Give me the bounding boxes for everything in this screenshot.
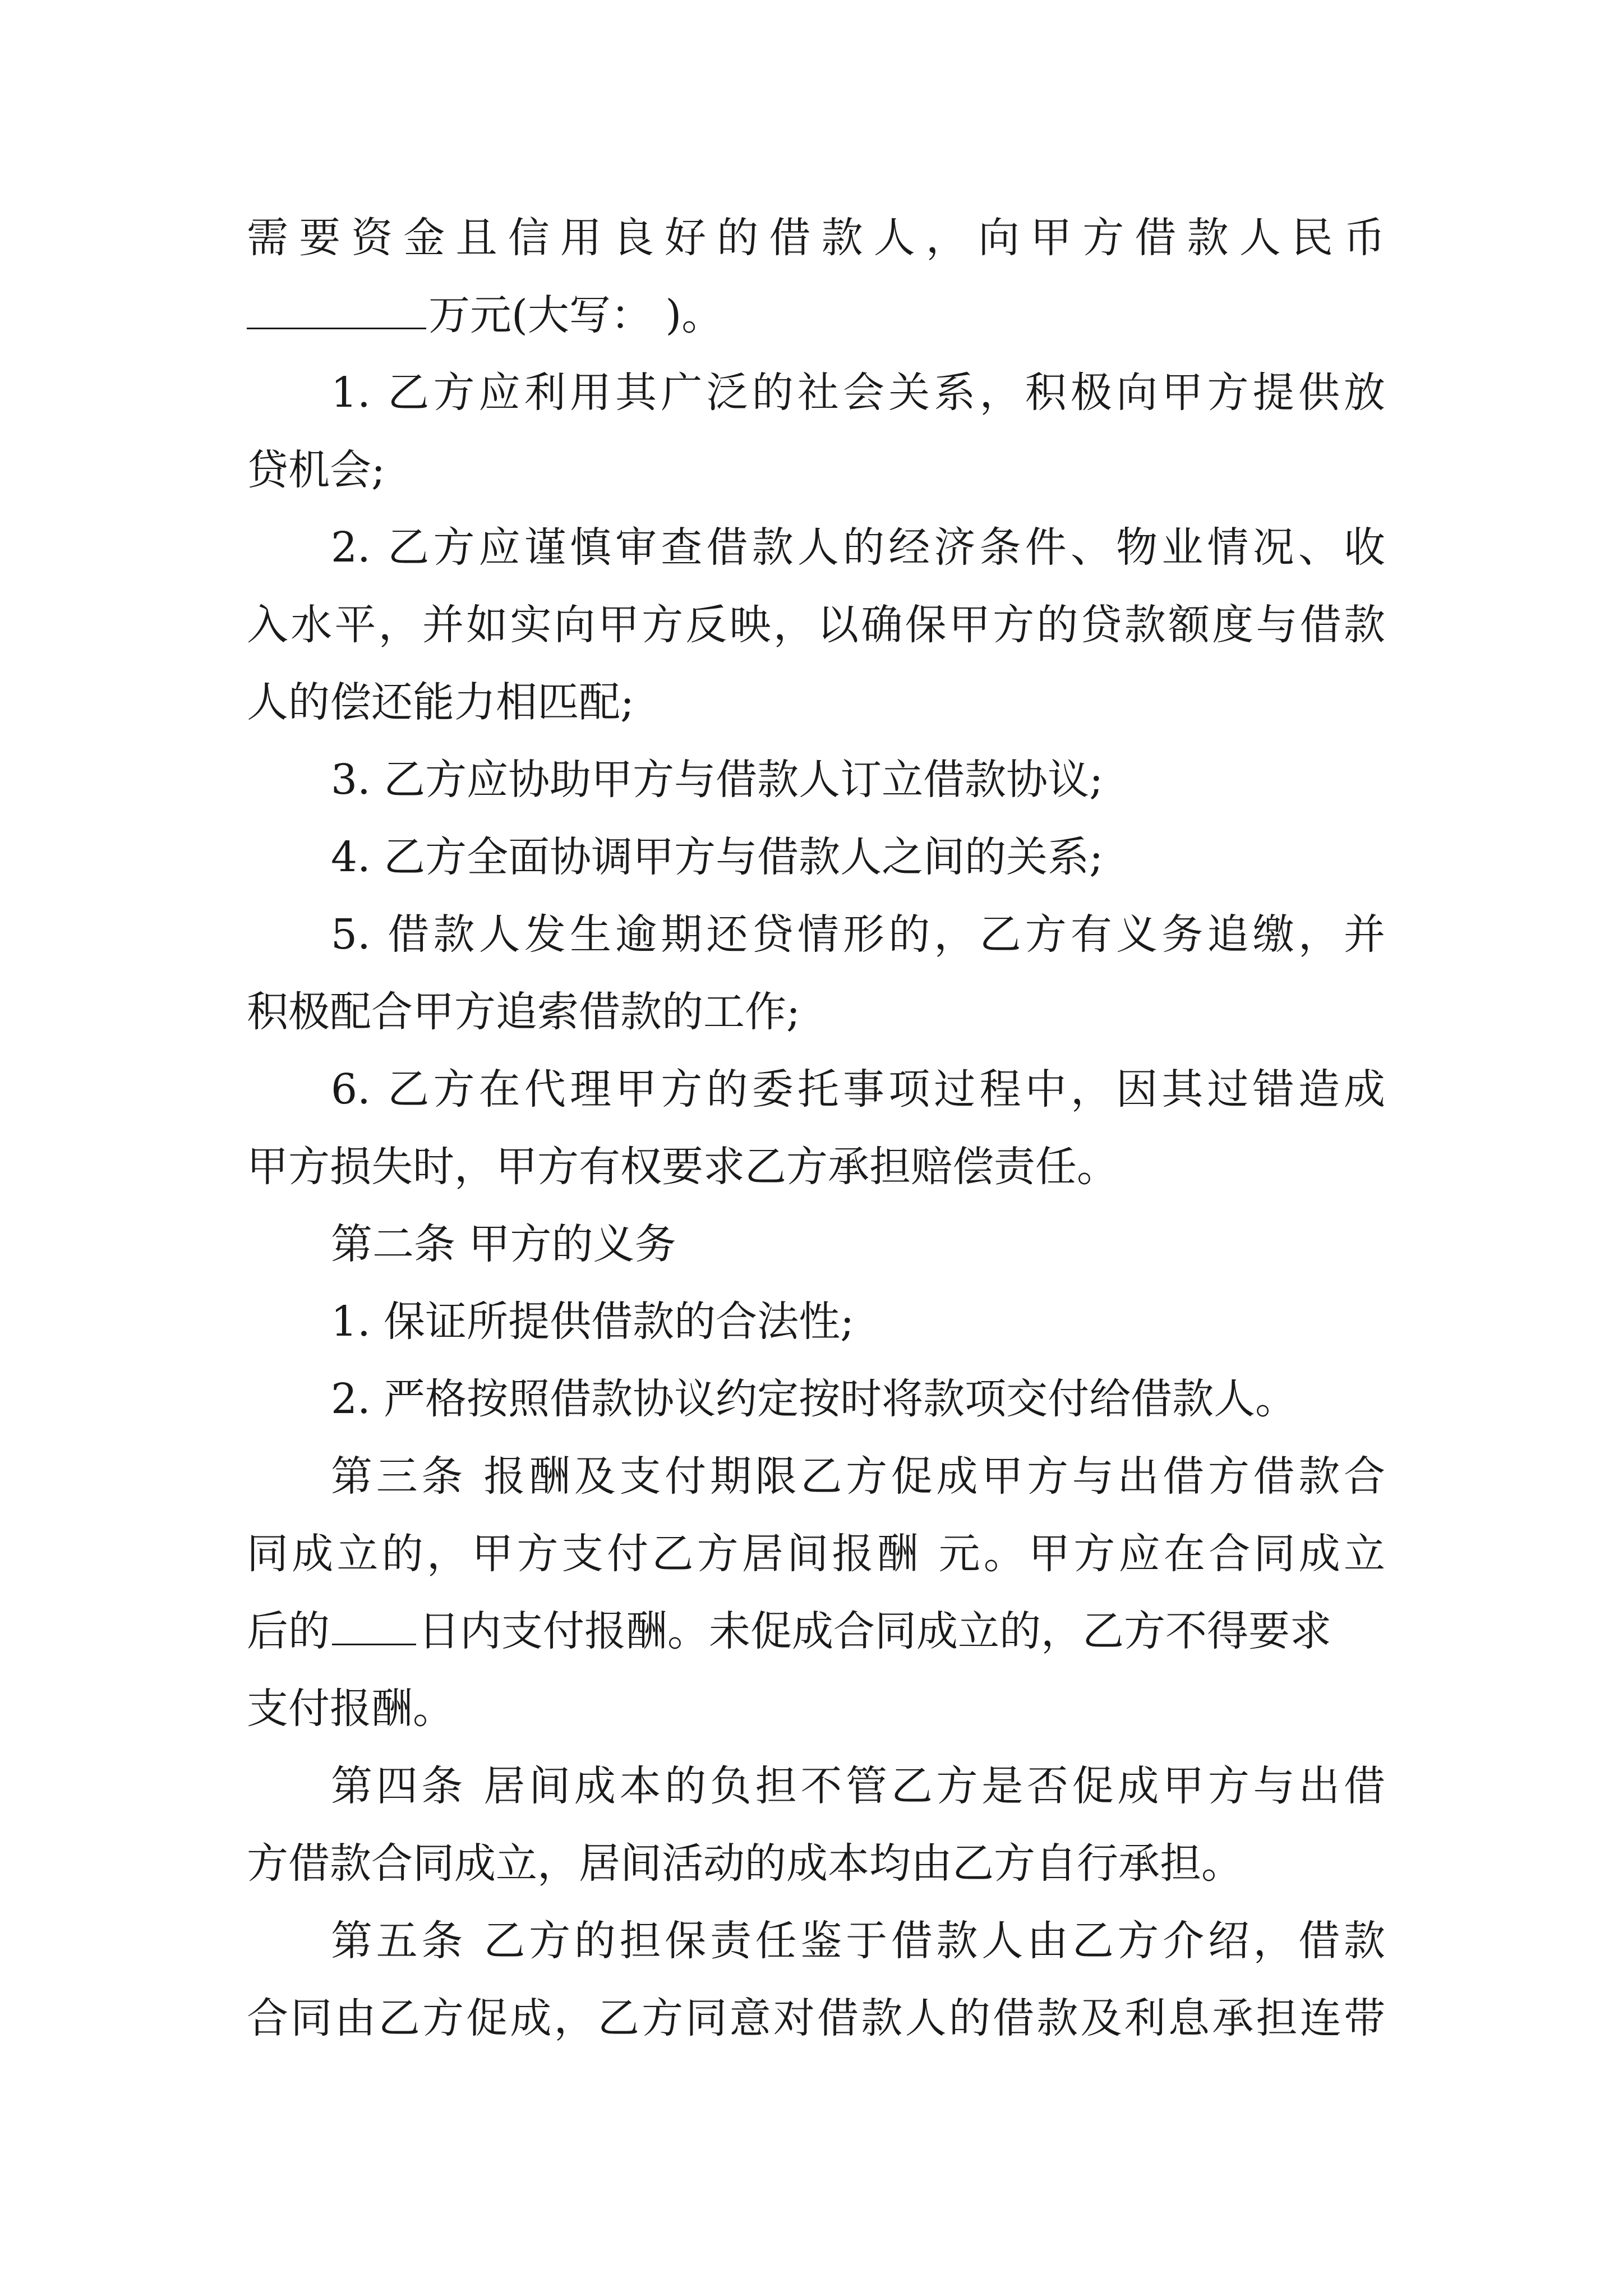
line-text: 万元(大写： )。 [428, 291, 723, 339]
list-item-1-line: 1. 乙方应利用其广泛的社会关系，积极向甲方提供放 [331, 369, 1385, 417]
article-5-line: 合同由乙方促成，乙方同意对借款人的借款及利息承担连带 [247, 1994, 1385, 2042]
line-text: 后的 [247, 1607, 330, 1655]
line-text: 日内支付报酬。未促成合同成立的，乙方不得要求 [418, 1607, 1331, 1655]
paragraph-line [247, 277, 1385, 354]
article-3-line: 第三条 报酬及支付期限乙方促成甲方与出借方借款合 [331, 1452, 1385, 1501]
list-item-5-line: 积极配合甲方追索借款的工作; [247, 988, 800, 1036]
list-item-2-line: 人的偿还能力相匹配; [247, 678, 634, 726]
article-5-line: 第五条 乙方的担保责任鉴于借款人由乙方介绍，借款 [331, 1917, 1385, 1965]
document-body [247, 199, 1385, 2057]
obligation-item-1: 1. 保证所提供借款的合法性; [331, 1297, 855, 1346]
fill-in-blank [247, 294, 426, 329]
section-heading-article-2: 第二条 甲方的义务 [331, 1220, 676, 1268]
article-4-line: 方借款合同成立，居间活动的成本均由乙方自行承担。 [247, 1839, 1243, 1888]
article-3-line [247, 1593, 1385, 1670]
list-item-6-line: 甲方损失时，甲方有权要求乙方承担赔偿责任。 [247, 1143, 1118, 1191]
fill-in-blank [332, 1610, 416, 1645]
list-item-5-line: 5. 借款人发生逾期还贷情形的，乙方有义务追缴，并 [331, 910, 1385, 959]
article-3-line: 同成立的，甲方支付乙方居间报酬 元。甲方应在合同成立 [247, 1530, 1385, 1578]
list-item-3: 3. 乙方应协助甲方与借款人订立借款协议; [331, 756, 1104, 804]
list-item-1-line: 贷机会; [247, 446, 385, 494]
article-3-line: 支付报酬。 [247, 1685, 454, 1733]
list-item-4: 4. 乙方全面协调甲方与借款人之间的关系; [331, 833, 1104, 881]
list-item-2-line: 2. 乙方应谨慎审查借款人的经济条件、物业情况、收 [331, 523, 1385, 572]
list-item-6-line: 6. 乙方在代理甲方的委托事项过程中，因其过错造成 [331, 1065, 1385, 1114]
paragraph-line: 需要资金且信用良好的借款人，向甲方借款人民币 [247, 214, 1385, 262]
list-item-2-line: 入水平，并如实向甲方反映，以确保甲方的贷款额度与借款 [247, 601, 1385, 649]
article-4-line: 第四条 居间成本的负担不管乙方是否促成甲方与出借 [331, 1762, 1385, 1810]
obligation-item-2: 2. 严格按照借款协议约定按时将款项交付给借款人。 [331, 1375, 1297, 1423]
